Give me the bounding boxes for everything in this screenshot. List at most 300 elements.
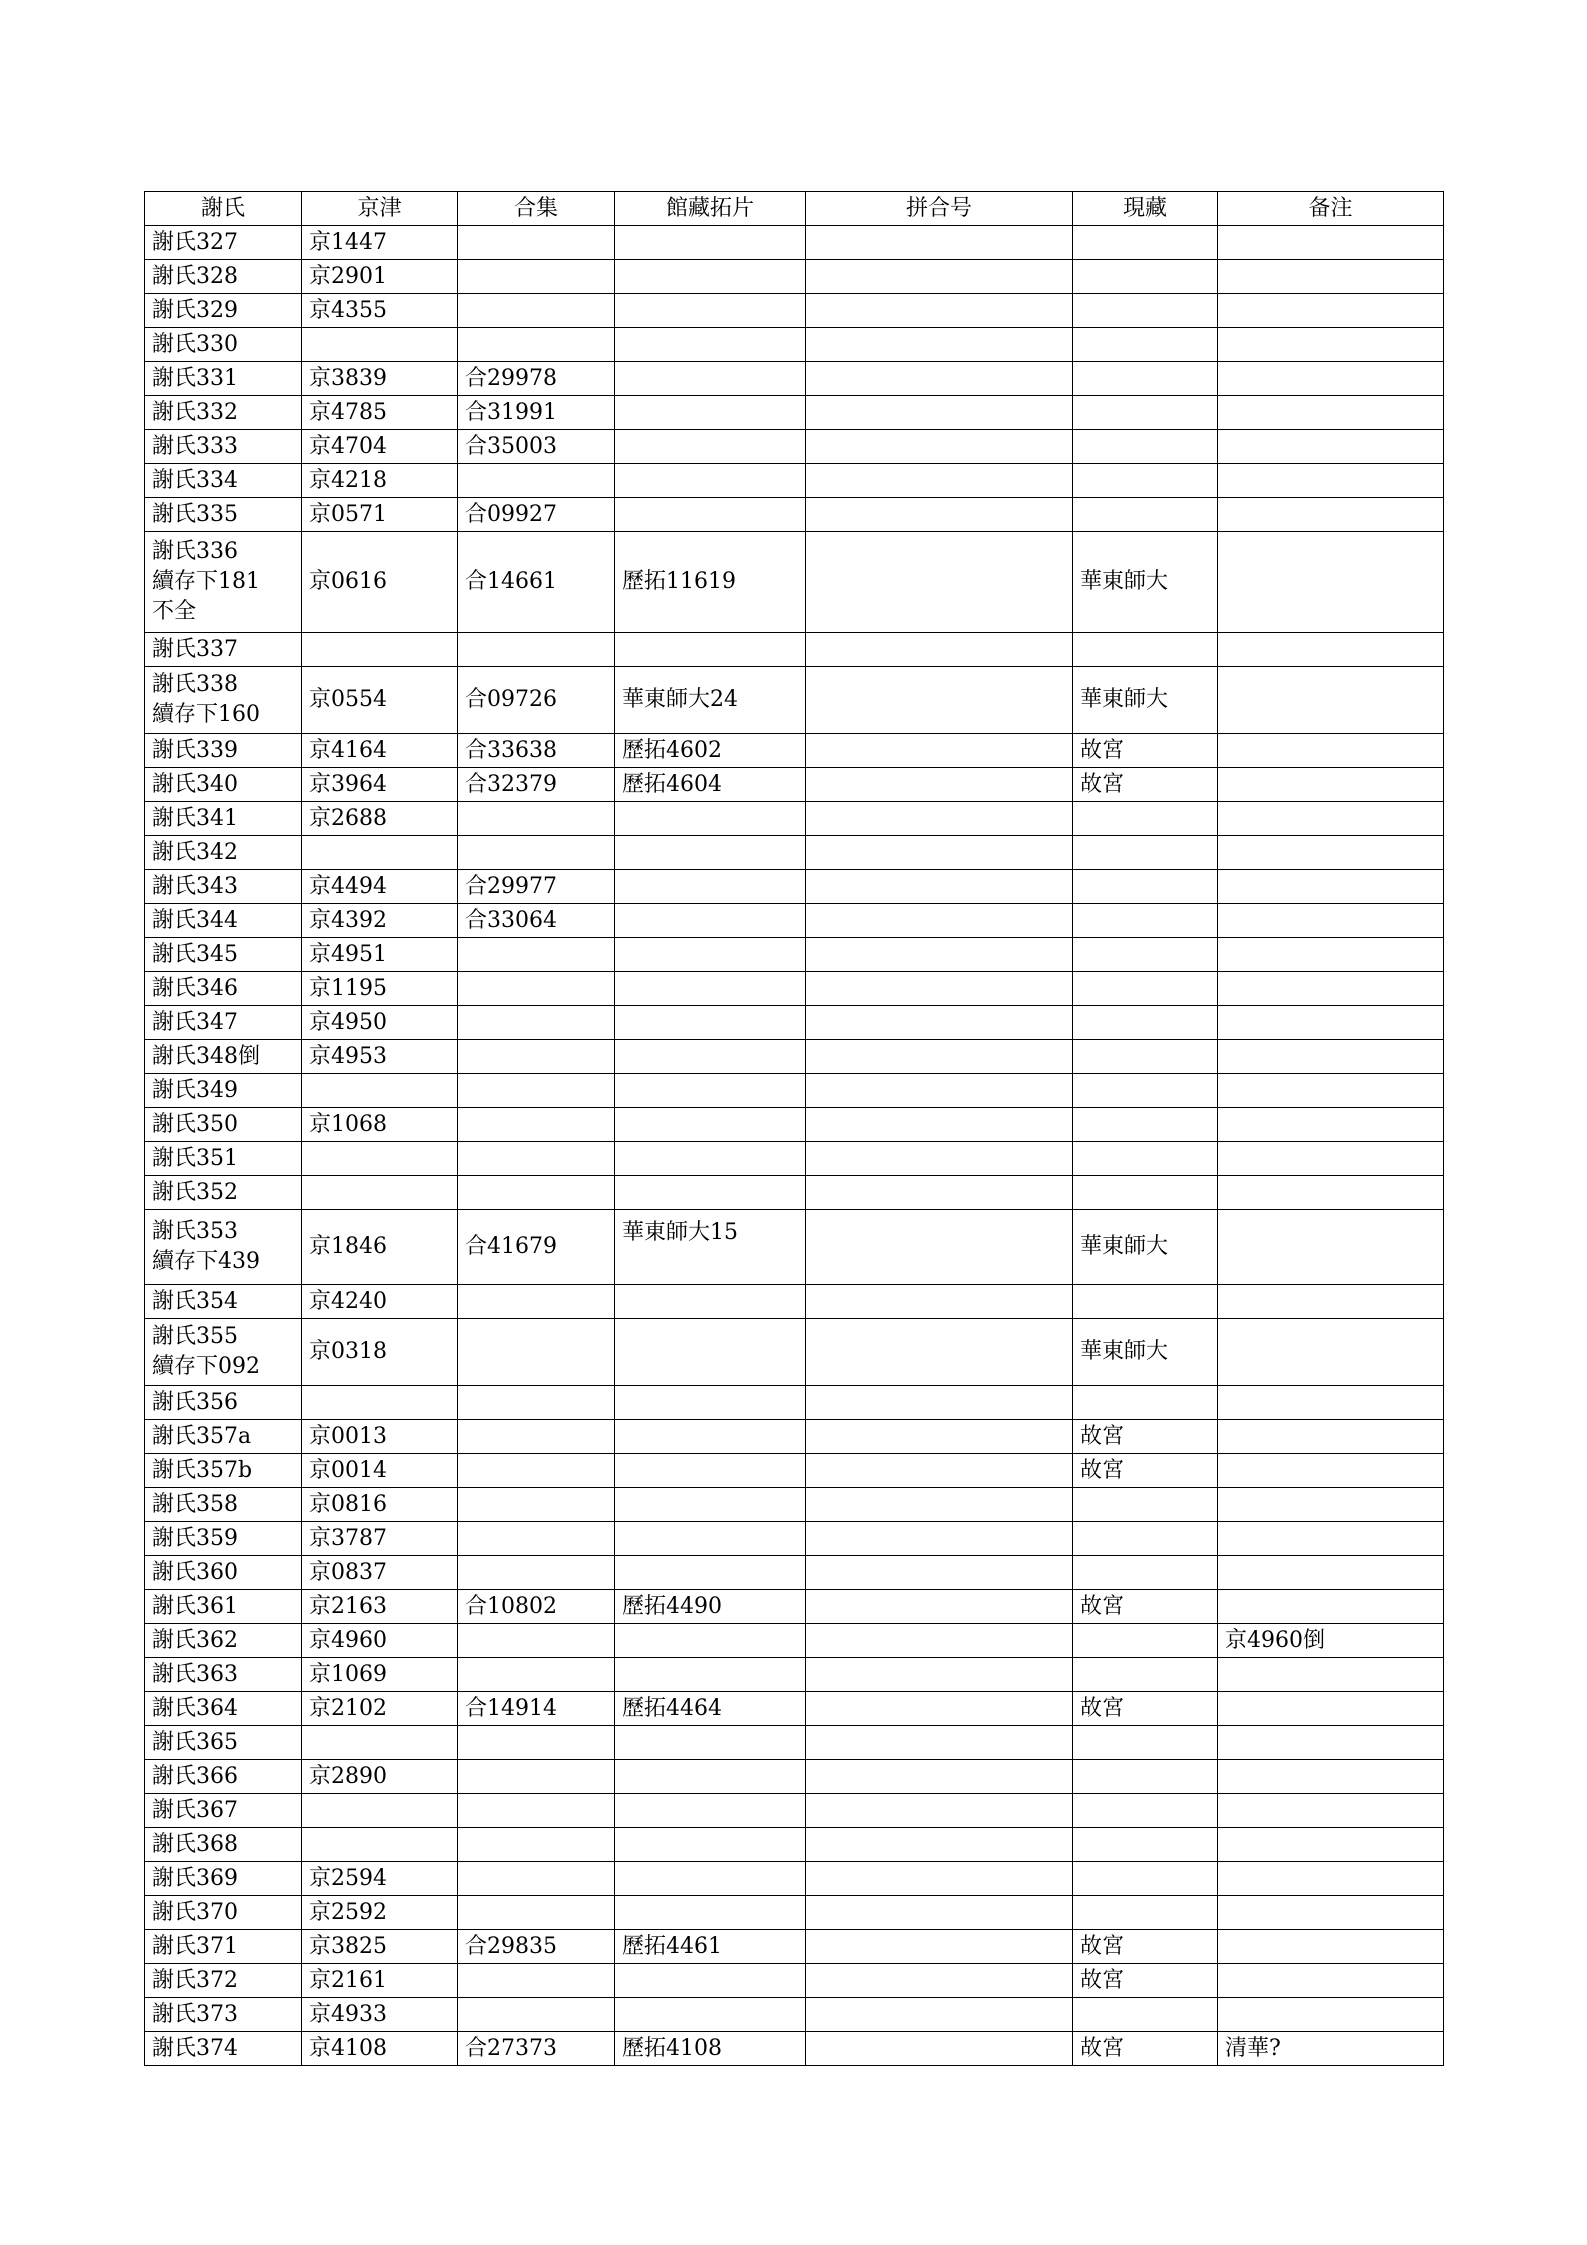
cell-join-number [806,1828,1073,1862]
cell-jingjin [302,1386,458,1420]
cell-rubbing [615,1142,806,1176]
cell-heji [458,1040,615,1074]
cell-heji [458,226,615,260]
cell-notes [1218,396,1444,430]
cell-xieshi: 謝氏333 [145,430,302,464]
cell-xieshi: 謝氏364 [145,1692,302,1726]
cell-join-number [806,1522,1073,1556]
cell-heji [458,1862,615,1896]
cell-xieshi: 謝氏373 [145,1998,302,2032]
column-header-jingjin: 京津 [302,192,458,226]
cell-join-number [806,1108,1073,1142]
cell-current-holder: 故宮 [1073,1420,1218,1454]
cell-join-number [806,362,1073,396]
table-row [145,1386,1444,1420]
cell-current-holder [1073,1862,1218,1896]
cell-heji [458,938,615,972]
cell-heji [458,1828,615,1862]
cell-current-holder [1073,972,1218,1006]
table-row [145,802,1444,836]
cell-jingjin: 京0318 [302,1319,458,1386]
cell-jingjin: 京4240 [302,1285,458,1319]
cell-notes [1218,1488,1444,1522]
cell-join-number [806,1142,1073,1176]
cell-heji: 合33064 [458,904,615,938]
cell-rubbing [615,1488,806,1522]
cell-current-holder [1073,1108,1218,1142]
cell-jingjin: 京4355 [302,294,458,328]
cell-current-holder: 故宮 [1073,2032,1218,2066]
cell-jingjin [302,1074,458,1108]
cell-rubbing [615,633,806,667]
cell-notes: 京4960倒 [1218,1624,1444,1658]
cell-jingjin: 京2592 [302,1896,458,1930]
cell-current-holder [1073,1998,1218,2032]
table-row [145,1074,1444,1108]
cell-rubbing [615,1726,806,1760]
cell-heji [458,464,615,498]
cell-heji [458,1998,615,2032]
cell-jingjin: 京4960 [302,1624,458,1658]
table-row [145,362,1444,396]
cell-heji [458,1142,615,1176]
cell-jingjin: 京4494 [302,870,458,904]
table-row [145,1285,1444,1319]
cell-notes [1218,1726,1444,1760]
table-row [145,1692,1444,1726]
cell-jingjin: 京2163 [302,1590,458,1624]
cell-notes [1218,1176,1444,1210]
cell-notes [1218,938,1444,972]
cell-notes [1218,1794,1444,1828]
cell-notes [1218,1556,1444,1590]
table-row [145,1896,1444,1930]
cell-join-number [806,1040,1073,1074]
cell-jingjin: 京2102 [302,1692,458,1726]
cell-rubbing [615,430,806,464]
cell-heji [458,972,615,1006]
cell-rubbing [615,1998,806,2032]
cell-join-number [806,1658,1073,1692]
table-row [145,1420,1444,1454]
cell-xieshi: 謝氏371 [145,1930,302,1964]
cell-join-number [806,1556,1073,1590]
cell-rubbing [615,1760,806,1794]
cell-rubbing [615,1176,806,1210]
cell-current-holder [1073,904,1218,938]
catalog-table [144,191,1444,2066]
cell-notes [1218,904,1444,938]
cell-current-holder [1073,1176,1218,1210]
cell-jingjin: 京3825 [302,1930,458,1964]
cell-heji [458,294,615,328]
cell-heji [458,1522,615,1556]
cell-xieshi: 謝氏348倒 [145,1040,302,1074]
cell-xieshi: 謝氏328 [145,260,302,294]
cell-jingjin: 京2688 [302,802,458,836]
cell-notes [1218,294,1444,328]
cell-current-holder [1073,1006,1218,1040]
cell-xieshi: 謝氏345 [145,938,302,972]
cell-join-number [806,768,1073,802]
cell-rubbing: 歷拓4602 [615,734,806,768]
cell-join-number [806,498,1073,532]
cell-heji [458,836,615,870]
table-row [145,328,1444,362]
table-row [145,1624,1444,1658]
cell-join-number [806,328,1073,362]
cell-notes [1218,1386,1444,1420]
cell-heji [458,1896,615,1930]
cell-xieshi: 謝氏337 [145,633,302,667]
cell-jingjin: 京4953 [302,1040,458,1074]
cell-rubbing [615,802,806,836]
cell-join-number [806,1488,1073,1522]
cell-xieshi: 謝氏368 [145,1828,302,1862]
cell-notes [1218,260,1444,294]
cell-current-holder [1073,1142,1218,1176]
cell-xieshi: 謝氏365 [145,1726,302,1760]
cell-xieshi: 謝氏343 [145,870,302,904]
cell-heji: 合32379 [458,768,615,802]
column-header-xieshi: 謝氏 [145,192,302,226]
table-row [145,1040,1444,1074]
cell-heji: 合10802 [458,1590,615,1624]
cell-join-number [806,1692,1073,1726]
cell-rubbing [615,1074,806,1108]
table-row [145,498,1444,532]
cell-heji [458,633,615,667]
cell-notes [1218,1590,1444,1624]
table-row [145,1142,1444,1176]
cell-join-number [806,1760,1073,1794]
cell-notes [1218,328,1444,362]
cell-join-number [806,1386,1073,1420]
cell-notes [1218,802,1444,836]
cell-join-number [806,1896,1073,1930]
cell-current-holder [1073,1658,1218,1692]
cell-jingjin: 京1068 [302,1108,458,1142]
cell-current-holder [1073,1488,1218,1522]
cell-current-holder [1073,226,1218,260]
cell-notes [1218,464,1444,498]
column-header-current-holder: 現藏 [1073,192,1218,226]
cell-current-holder: 故宮 [1073,1590,1218,1624]
table-row [145,1488,1444,1522]
cell-heji: 合29977 [458,870,615,904]
cell-heji [458,1794,615,1828]
table-row [145,1556,1444,1590]
cell-current-holder: 故宮 [1073,1692,1218,1726]
cell-xieshi: 謝氏340 [145,768,302,802]
cell-jingjin: 京1846 [302,1210,458,1285]
cell-join-number [806,1210,1073,1285]
cell-rubbing [615,294,806,328]
cell-current-holder: 故宮 [1073,734,1218,768]
cell-current-holder [1073,328,1218,362]
cell-notes [1218,972,1444,1006]
cell-xieshi: 謝氏366 [145,1760,302,1794]
cell-notes [1218,1828,1444,1862]
cell-join-number [806,802,1073,836]
cell-current-holder: 華東師大 [1073,1319,1218,1386]
cell-jingjin: 京2161 [302,1964,458,1998]
table-row [145,464,1444,498]
cell-notes [1218,1658,1444,1692]
cell-current-holder [1073,836,1218,870]
cell-heji [458,1964,615,1998]
cell-current-holder [1073,1794,1218,1828]
cell-current-holder [1073,464,1218,498]
table-header [145,192,1444,226]
cell-jingjin [302,1794,458,1828]
cell-xieshi: 謝氏353 續存下439 [145,1210,302,1285]
cell-xieshi: 謝氏354 [145,1285,302,1319]
cell-heji: 合29835 [458,1930,615,1964]
cell-heji [458,1488,615,1522]
cell-current-holder [1073,1828,1218,1862]
table-row [145,1828,1444,1862]
cell-xieshi: 謝氏327 [145,226,302,260]
cell-jingjin [302,836,458,870]
cell-heji: 合31991 [458,396,615,430]
cell-notes [1218,768,1444,802]
cell-notes [1218,1862,1444,1896]
cell-xieshi: 謝氏346 [145,972,302,1006]
cell-xieshi: 謝氏335 [145,498,302,532]
cell-current-holder [1073,802,1218,836]
cell-heji [458,260,615,294]
cell-xieshi: 謝氏332 [145,396,302,430]
cell-rubbing [615,396,806,430]
cell-heji [458,1285,615,1319]
cell-notes: 清華? [1218,2032,1444,2066]
table-row [145,1658,1444,1692]
cell-current-holder [1073,1760,1218,1794]
table-row [145,1590,1444,1624]
table-row [145,633,1444,667]
cell-notes [1218,1896,1444,1930]
cell-heji: 合14661 [458,532,615,633]
cell-rubbing: 歷拓4490 [615,1590,806,1624]
cell-jingjin: 京4933 [302,1998,458,2032]
cell-join-number [806,1176,1073,1210]
cell-heji: 合33638 [458,734,615,768]
cell-rubbing [615,870,806,904]
cell-join-number [806,260,1073,294]
cell-rubbing: 歷拓4108 [615,2032,806,2066]
cell-rubbing [615,498,806,532]
cell-jingjin [302,633,458,667]
table-row [145,1862,1444,1896]
cell-current-holder [1073,396,1218,430]
cell-heji [458,1006,615,1040]
cell-current-holder: 故宮 [1073,1454,1218,1488]
cell-current-holder [1073,1624,1218,1658]
cell-current-holder [1073,362,1218,396]
cell-notes [1218,1040,1444,1074]
cell-notes [1218,1074,1444,1108]
cell-heji [458,1658,615,1692]
cell-notes [1218,633,1444,667]
cell-jingjin [302,1176,458,1210]
cell-rubbing [615,836,806,870]
cell-rubbing: 華東師大24 [615,667,806,734]
cell-rubbing [615,1108,806,1142]
cell-jingjin: 京0837 [302,1556,458,1590]
cell-xieshi: 謝氏374 [145,2032,302,2066]
cell-jingjin: 京1069 [302,1658,458,1692]
cell-rubbing [615,1319,806,1386]
cell-rubbing [615,938,806,972]
cell-notes [1218,1006,1444,1040]
cell-xieshi: 謝氏336 續存下181 不全 [145,532,302,633]
cell-rubbing [615,1964,806,1998]
cell-jingjin: 京4704 [302,430,458,464]
cell-heji [458,1624,615,1658]
cell-join-number [806,1319,1073,1386]
cell-notes [1218,1930,1444,1964]
cell-current-holder [1073,1074,1218,1108]
cell-rubbing [615,362,806,396]
cell-xieshi: 謝氏357b [145,1454,302,1488]
cell-jingjin: 京0571 [302,498,458,532]
cell-current-holder [1073,1285,1218,1319]
cell-rubbing: 歷拓4461 [615,1930,806,1964]
cell-jingjin: 京0014 [302,1454,458,1488]
cell-jingjin: 京2594 [302,1862,458,1896]
cell-notes [1218,734,1444,768]
cell-notes [1218,1285,1444,1319]
cell-xieshi: 謝氏339 [145,734,302,768]
table-row [145,1726,1444,1760]
cell-join-number [806,904,1073,938]
cell-join-number [806,1726,1073,1760]
cell-jingjin: 京0616 [302,532,458,633]
cell-join-number [806,1794,1073,1828]
table-row [145,870,1444,904]
cell-join-number [806,430,1073,464]
table-row [145,1930,1444,1964]
cell-notes [1218,1319,1444,1386]
cell-xieshi: 謝氏361 [145,1590,302,1624]
cell-jingjin: 京3839 [302,362,458,396]
cell-rubbing [615,226,806,260]
cell-current-holder [1073,260,1218,294]
cell-join-number [806,972,1073,1006]
table-row [145,768,1444,802]
cell-current-holder [1073,1896,1218,1930]
cell-join-number [806,1074,1073,1108]
cell-join-number [806,1862,1073,1896]
table-row [145,532,1444,633]
cell-jingjin: 京3787 [302,1522,458,1556]
cell-heji [458,1176,615,1210]
cell-current-holder [1073,1556,1218,1590]
cell-jingjin: 京4392 [302,904,458,938]
table-row [145,1319,1444,1386]
cell-heji: 合29978 [458,362,615,396]
cell-join-number [806,633,1073,667]
cell-rubbing [615,1896,806,1930]
cell-heji [458,1556,615,1590]
cell-xieshi: 謝氏358 [145,1488,302,1522]
cell-heji: 合35003 [458,430,615,464]
cell-xieshi: 謝氏344 [145,904,302,938]
cell-xieshi: 謝氏341 [145,802,302,836]
table-row [145,734,1444,768]
cell-rubbing [615,1624,806,1658]
cell-current-holder: 華東師大 [1073,1210,1218,1285]
cell-current-holder: 華東師大 [1073,532,1218,633]
cell-join-number [806,1964,1073,1998]
cell-join-number [806,2032,1073,2066]
cell-xieshi: 謝氏330 [145,328,302,362]
cell-join-number [806,938,1073,972]
cell-rubbing [615,1285,806,1319]
cell-jingjin [302,1726,458,1760]
cell-xieshi: 謝氏362 [145,1624,302,1658]
cell-notes [1218,1522,1444,1556]
cell-join-number [806,734,1073,768]
cell-notes [1218,870,1444,904]
cell-join-number [806,464,1073,498]
cell-jingjin: 京4108 [302,2032,458,2066]
cell-jingjin: 京4218 [302,464,458,498]
cell-rubbing [615,904,806,938]
cell-xieshi: 謝氏331 [145,362,302,396]
cell-heji [458,1760,615,1794]
table-row [145,1108,1444,1142]
cell-rubbing [615,1522,806,1556]
cell-join-number [806,1454,1073,1488]
table-row [145,430,1444,464]
cell-jingjin: 京0816 [302,1488,458,1522]
table-row [145,1176,1444,1210]
cell-xieshi: 謝氏367 [145,1794,302,1828]
cell-heji: 合41679 [458,1210,615,1285]
cell-jingjin [302,1142,458,1176]
cell-rubbing: 歷拓4464 [615,1692,806,1726]
cell-heji [458,1454,615,1488]
cell-current-holder [1073,498,1218,532]
table-row [145,1454,1444,1488]
cell-join-number [806,1420,1073,1454]
cell-xieshi: 謝氏342 [145,836,302,870]
cell-notes [1218,1964,1444,1998]
cell-join-number [806,1285,1073,1319]
cell-current-holder [1073,1040,1218,1074]
cell-xieshi: 謝氏355 續存下092 [145,1319,302,1386]
cell-notes [1218,1420,1444,1454]
cell-join-number [806,1590,1073,1624]
cell-current-holder [1073,294,1218,328]
cell-join-number [806,532,1073,633]
cell-notes [1218,1142,1444,1176]
cell-rubbing [615,1828,806,1862]
table-row [145,294,1444,328]
table-row [145,226,1444,260]
table-row [145,972,1444,1006]
cell-notes [1218,498,1444,532]
cell-current-holder: 故宮 [1073,768,1218,802]
cell-rubbing [615,260,806,294]
cell-notes [1218,1454,1444,1488]
table-row [145,396,1444,430]
column-header-notes: 备注 [1218,192,1444,226]
cell-join-number [806,1930,1073,1964]
cell-xieshi: 謝氏349 [145,1074,302,1108]
